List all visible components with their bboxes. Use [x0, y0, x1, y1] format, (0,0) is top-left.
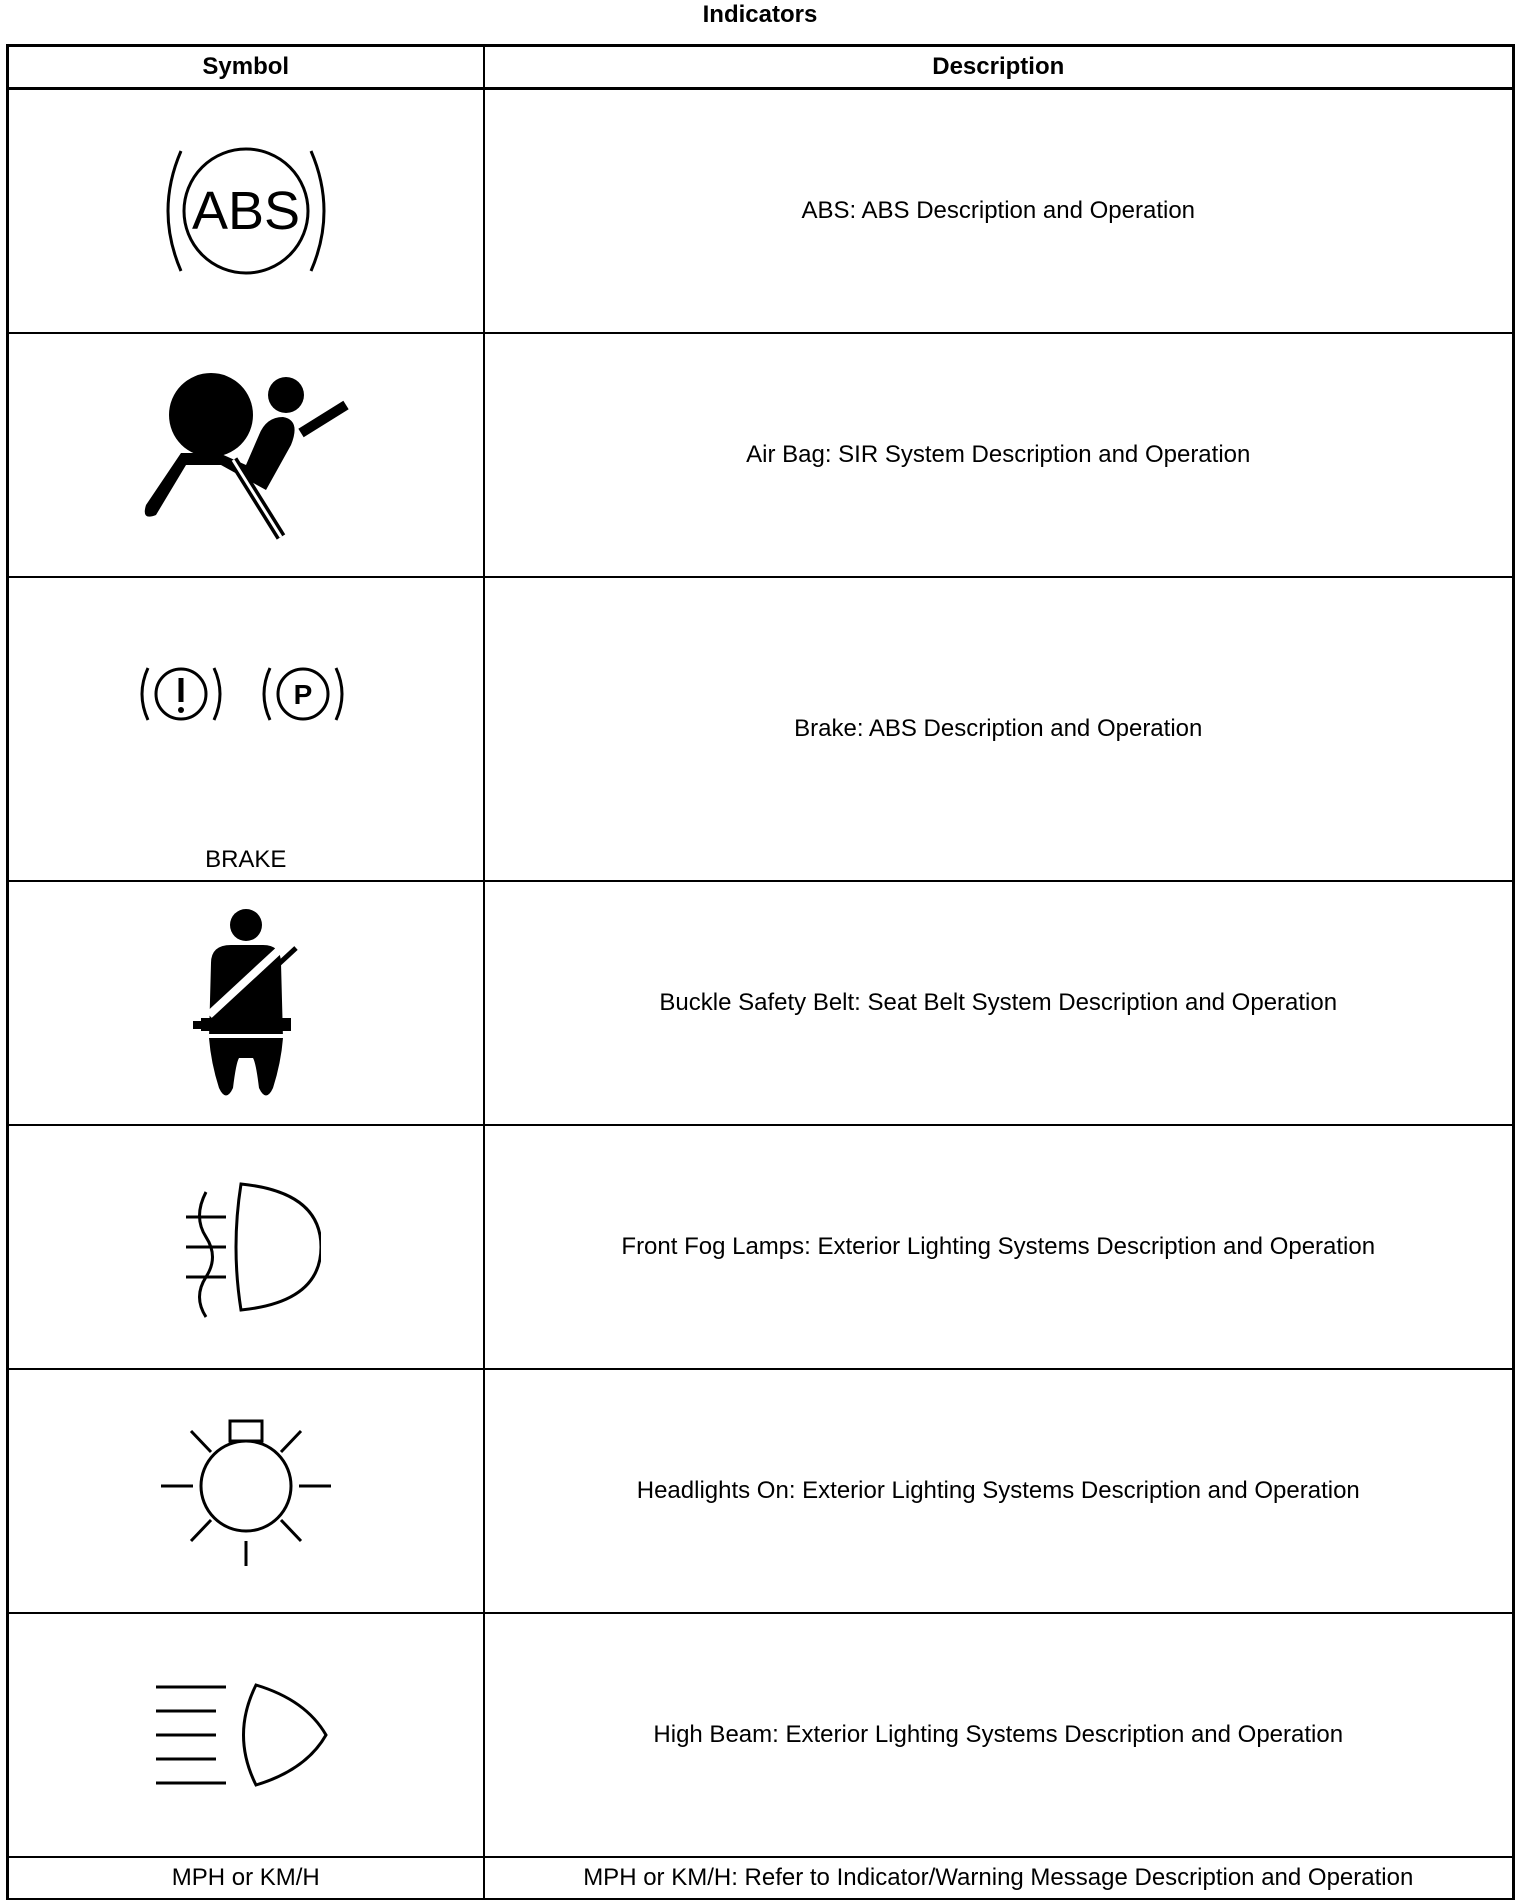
description-cell: High Beam: Exterior Lighting Systems Description and Operation — [484, 1613, 1514, 1857]
symbol-cell: MPH or KM/H — [8, 1857, 484, 1899]
symbol-cell — [8, 333, 484, 577]
symbol-column-header: Symbol — [8, 46, 484, 89]
symbol-cell — [8, 1613, 484, 1857]
table-row — [8, 1369, 1514, 1613]
description-column-header: Description — [484, 46, 1514, 89]
brake-caption: BRAKE — [205, 845, 287, 873]
description-cell: Brake: ABS Description and Operation — [484, 577, 1514, 881]
table-row — [8, 577, 1514, 881]
symbol-cell — [8, 1369, 484, 1613]
description-cell: Air Bag: SIR System Description and Operation — [484, 333, 1514, 577]
page-title: Indicators — [702, 1, 818, 28]
symbol-cell — [8, 89, 484, 333]
table-header-row — [8, 46, 1514, 89]
table-row — [8, 1613, 1514, 1857]
front-fog-lamp-icon — [171, 1172, 321, 1322]
table-row — [8, 881, 1514, 1125]
table-row — [8, 333, 1514, 577]
high-beam-icon — [156, 1675, 336, 1795]
description-cell: Headlights On: Exterior Lighting Systems Description and Operation — [484, 1369, 1514, 1613]
headlights-icon — [161, 1416, 331, 1566]
seat-belt-icon — [181, 903, 311, 1103]
indicators-table — [6, 44, 1515, 1900]
symbol-cell — [8, 1125, 484, 1369]
air-bag-icon — [141, 365, 351, 545]
table-row — [8, 1857, 1514, 1899]
description-cell: ABS: ABS Description and Operation — [484, 89, 1514, 333]
description-cell: Buckle Safety Belt: Seat Belt System Description and Operation — [484, 881, 1514, 1125]
table-row — [8, 1125, 1514, 1369]
brake-icon — [136, 654, 356, 734]
symbol-cell — [8, 577, 484, 881]
table-row — [8, 89, 1514, 333]
abs-icon — [161, 141, 331, 281]
description-cell: Front Fog Lamps: Exterior Lighting Systems Description and Operation — [484, 1125, 1514, 1369]
description-cell: MPH or KM/H: Refer to Indicator/Warning Message Description and Operation — [484, 1857, 1514, 1899]
symbol-cell — [8, 881, 484, 1125]
parking-brake-letter: P — [293, 678, 313, 710]
abs-icon-label: ABS — [191, 180, 300, 241]
